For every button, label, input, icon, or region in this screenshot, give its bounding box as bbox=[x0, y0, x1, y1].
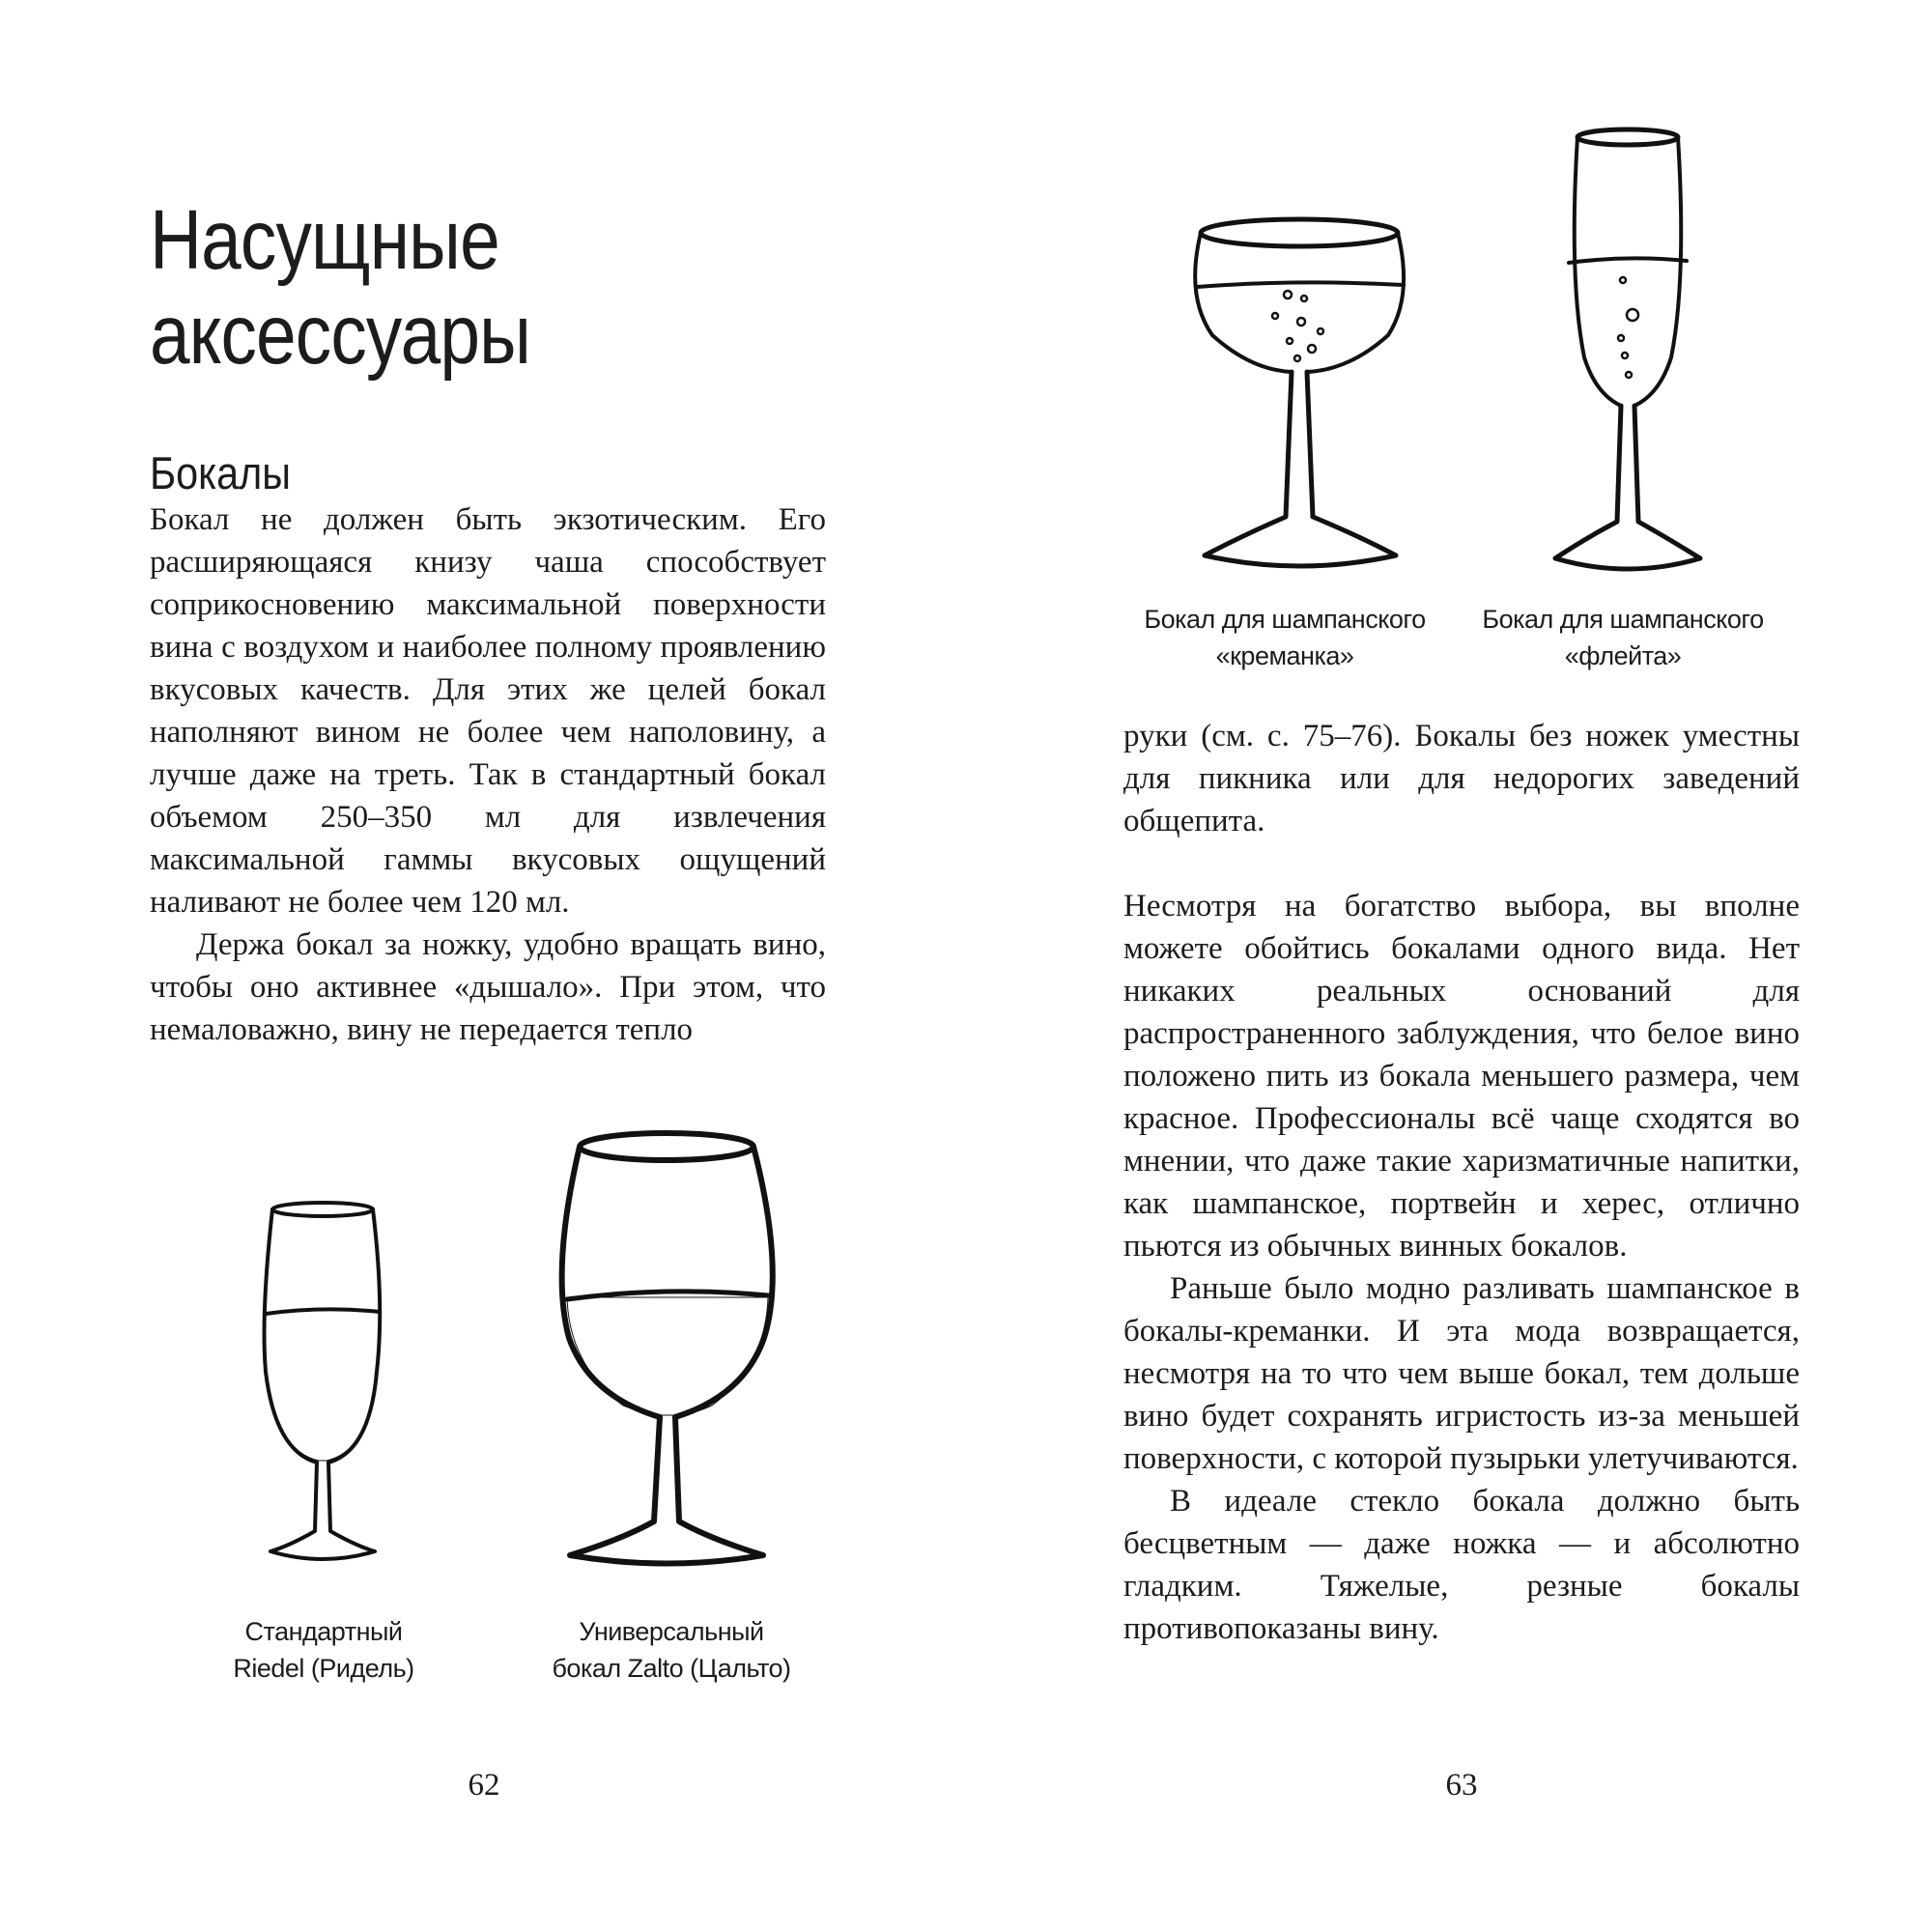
paragraph: Несмотря на богатство выбора, вы вполне можете обойтись бокалами одного вида. Нет никаких реальных оснований для распространенного заблуждения, что белое вино положено пить из бокала меньшего размера, чем красное. Профессионалы всё чаще сходятся во мнении, что даже такие харизматичные напитки, как шампанское, портвейн и херес, отлично пьются из обычных винных бокалов. bbox=[1123, 889, 1800, 1264]
flute-caption bbox=[1468, 601, 1777, 674]
zalto-glass-illustration bbox=[555, 1125, 778, 1589]
chapter-title-line-2: аксессуары bbox=[150, 288, 531, 382]
riedel-glass-illustration bbox=[242, 1198, 406, 1584]
caption-line: Универсальный bbox=[579, 1617, 764, 1646]
paragraph: В идеале стекло бокала должно быть бесцветным — даже ножка — и абсолютно гладким. Тяжелые, резные бокалы противопоказаны вину. bbox=[1123, 1484, 1800, 1646]
caption-line: Бокал для шампанского bbox=[1482, 605, 1764, 634]
caption-line: «флейта» bbox=[1564, 641, 1682, 670]
chapter-title bbox=[150, 193, 781, 383]
paragraph: Бокал не должен быть экзотическим. Его расширяющаяся книзу чаша способствует соприкосновению максимальной поверхности вина с воздухом и наиболее полному проявлению вкусовых качеств. Для этих же целей бокал наполняют вином не более чем наполовину, а лучше даже на треть. Так в стандартный бокал объемом 250–350 мл для извлечения максимальной гаммы вкусовых ощущений наливают не более чем 120 мл. bbox=[150, 502, 826, 920]
paragraph: Раньше было модно разливать шампанское в бокалы-креманки. И эта мода возвращается, несмотря на то что чем выше бокал, тем дольше вино будет сохранять игристость из-за меньшей поверхности, с которой пузырьки улетучиваются. bbox=[1123, 1271, 1800, 1476]
paragraph: руки (см. с. 75–76). Бокалы без ножек уместны для пикника или для недорогих заведений общепита. bbox=[1123, 719, 1800, 838]
caption-line: бокал Zalto (Цальто) bbox=[552, 1654, 791, 1683]
paragraph: Держа бокал за ножку, удобно вращать вино, чтобы оно активнее «дышало». При этом, что немаловажно, вину не передается тепло bbox=[150, 927, 826, 1047]
section-title: Бокалы bbox=[150, 447, 292, 498]
chapter-title-line-1: Насущные bbox=[150, 193, 499, 287]
page-number: 63 bbox=[1445, 1768, 1478, 1803]
caption-line: «креманка» bbox=[1215, 641, 1354, 670]
coupe-glass-illustration bbox=[1183, 217, 1415, 575]
coupe-caption bbox=[1130, 601, 1439, 674]
right-body-text bbox=[1123, 715, 1800, 1650]
zalto-caption bbox=[522, 1613, 821, 1687]
right-page bbox=[966, 0, 1932, 1932]
caption-line: Riedel (Ридель) bbox=[233, 1654, 414, 1683]
flute-glass-illustration bbox=[1546, 126, 1710, 580]
page-number: 62 bbox=[468, 1768, 500, 1803]
caption-line: Бокал для шампанского bbox=[1144, 605, 1426, 634]
caption-line: Стандартный bbox=[244, 1617, 403, 1646]
left-body-text bbox=[150, 498, 826, 1051]
riedel-caption bbox=[198, 1613, 449, 1687]
